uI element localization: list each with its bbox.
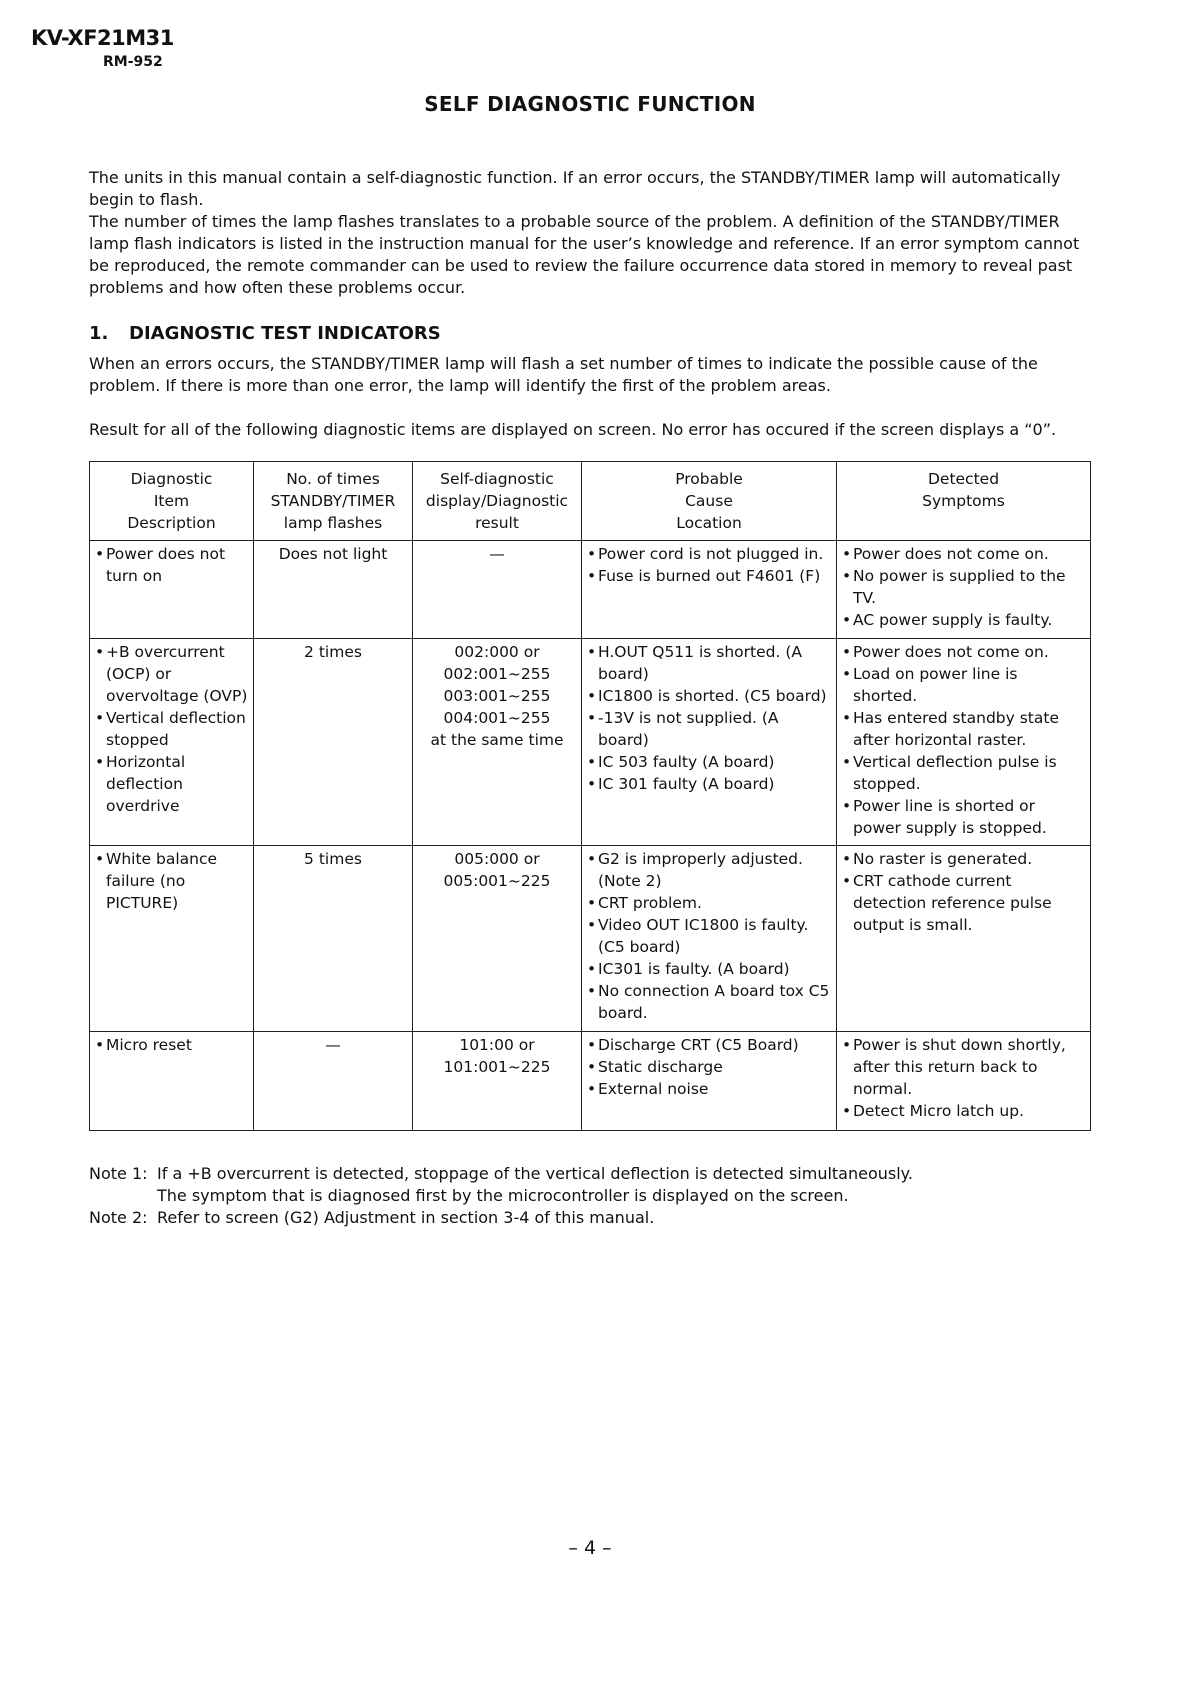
note-label: Note 1: (89, 1164, 148, 1183)
intro-paragraph: The number of times the lamp flashes translates to a probable source of the problem. A definition of the STANDBY/TIMER lamp flash indicators is listed in the instruction manual for the user’s knowledge and reference. If an error symptom cannot be reproduced, the remote commander can be used to review the failure occurrence data stored in memory to reveal past problems and how often these problems occur. (89, 212, 1080, 297)
table-header-row (90, 462, 1091, 541)
remote-model: RM-952 (103, 54, 163, 70)
model-number: KV-XF21M31 (31, 26, 174, 50)
list-item: • IC 301 faulty (A board) (587, 773, 831, 795)
list-item: • Horizontal deflection overdrive (95, 751, 248, 817)
column-header-cause: Probable Cause Location (582, 462, 837, 541)
symptom-cell (837, 639, 1091, 846)
intro-paragraph: The units in this manual contain a self-diagnostic function. If an error occurs, the STANDBY/TIMER lamp will automatically begin to flash. (89, 168, 1061, 209)
table-row (90, 1032, 1091, 1131)
flashes-cell: — (254, 1032, 413, 1131)
cause-cell (582, 846, 837, 1032)
list-item: • External noise (587, 1078, 831, 1100)
list-item: • Discharge CRT (C5 Board) (587, 1034, 831, 1056)
section-text (89, 353, 1089, 397)
table-row (90, 541, 1091, 639)
flashes-cell: Does not light (254, 541, 413, 639)
display-cell (413, 846, 582, 1032)
display-cell (413, 1032, 582, 1131)
display-value: — (489, 545, 505, 563)
section-heading (89, 323, 441, 344)
note-1 (89, 1163, 913, 1207)
display-value: 005:001~225 (443, 872, 551, 890)
cause-cell (582, 541, 837, 639)
symptom-cell (837, 1032, 1091, 1131)
page-number: – 4 – (568, 1537, 612, 1559)
display-value: 003:001~255 (443, 687, 551, 705)
column-header-symptoms: Detected Symptoms (837, 462, 1091, 541)
note-text (157, 1163, 913, 1207)
list-item: • No raster is generated. (842, 848, 1085, 870)
list-item: • AC power supply is faulty. (842, 609, 1085, 631)
column-header-flashes: No. of times STANDBY/TIMER lamp flashes (254, 462, 413, 541)
symptom-cell (837, 541, 1091, 639)
intro-text (89, 167, 1089, 299)
note-2 (89, 1207, 913, 1229)
list-item: • Load on power line is shorted. (842, 663, 1085, 707)
flashes-cell: 2 times (254, 639, 413, 846)
list-item: • IC301 is faulty. (A board) (587, 958, 831, 980)
display-value: 101:001~225 (443, 1058, 551, 1076)
display-value: 002:001~255 (443, 665, 551, 683)
display-value: at the same time (430, 731, 564, 749)
list-item: • White balance failure (no PICTURE) (95, 848, 248, 914)
cause-cell (582, 1032, 837, 1131)
list-item: • Detect Micro latch up. (842, 1100, 1085, 1122)
list-item: • Fuse is burned out F4601 (F) (587, 565, 831, 587)
list-item: • CRT cathode current detection reference pulse output is small. (842, 870, 1085, 936)
item-cell (90, 639, 254, 846)
list-item: • CRT problem. (587, 892, 831, 914)
note-text (157, 1207, 654, 1229)
item-cell (90, 1032, 254, 1131)
column-header-item: Diagnostic Item Description (90, 462, 254, 541)
display-value: 002:000 or (454, 643, 540, 661)
list-item: • Power does not come on. (842, 543, 1085, 565)
notes (89, 1163, 913, 1229)
flashes-cell: 5 times (254, 846, 413, 1032)
list-item: • +B overcurrent (OCP) or overvoltage (OVP) (95, 641, 248, 707)
list-item: • Video OUT IC1800 is faulty. (C5 board) (587, 914, 831, 958)
display-value: 101:00 or (459, 1036, 535, 1054)
list-item: • No power is supplied to the TV. (842, 565, 1085, 609)
list-item: • Power is shut down shortly, after this return back to normal. (842, 1034, 1085, 1100)
diagnostic-table (89, 461, 1091, 1131)
item-cell (90, 541, 254, 639)
note-label: Note 2: (89, 1208, 148, 1227)
symptom-cell (837, 846, 1091, 1032)
list-item: • No connection A board tox C5 board. (587, 980, 831, 1024)
note-line: The symptom that is diagnosed first by the microcontroller is displayed on the screen. (157, 1186, 849, 1205)
list-item: • IC 503 faulty (A board) (587, 751, 831, 773)
list-item: • Vertical deflection stopped (95, 707, 248, 751)
list-item: • Power line is shorted or power supply is stopped. (842, 795, 1085, 839)
table-row (90, 846, 1091, 1032)
list-item: • Micro reset (95, 1034, 248, 1056)
list-item: • Power does not turn on (95, 543, 248, 587)
column-header-display: Self-diagnostic display/Diagnostic result (413, 462, 582, 541)
note-line: If a +B overcurrent is detected, stoppage of the vertical deflection is detected simultaneously. (157, 1164, 913, 1183)
display-value: 004:001~255 (443, 709, 551, 727)
section-number: 1. (89, 323, 109, 344)
list-item: • IC1800 is shorted. (C5 board) (587, 685, 831, 707)
list-item: • G2 is improperly adjusted. (Note 2) (587, 848, 831, 892)
cause-cell (582, 639, 837, 846)
page-title: SELF DIAGNOSTIC FUNCTION (424, 92, 756, 116)
display-cell (413, 541, 582, 639)
result-note: Result for all of the following diagnostic items are displayed on screen. No error has occured if the screen displays a “0”. (89, 420, 1057, 439)
list-item: • Vertical deflection pulse is stopped. (842, 751, 1085, 795)
item-cell (90, 846, 254, 1032)
display-cell (413, 639, 582, 846)
note-line: Refer to screen (G2) Adjustment in section 3-4 of this manual. (157, 1208, 655, 1227)
list-item: • Power does not come on. (842, 641, 1085, 663)
section-paragraph: When an errors occurs, the STANDBY/TIMER lamp will flash a set number of times to indicate the possible cause of the problem. If there is more than one error, the lamp will identify the first of the problem areas. (89, 354, 1038, 395)
list-item: • Has entered standby state after horizontal raster. (842, 707, 1085, 751)
section-title: DIAGNOSTIC TEST INDICATORS (129, 323, 441, 344)
list-item: • Static discharge (587, 1056, 831, 1078)
list-item: • Power cord is not plugged in. (587, 543, 831, 565)
display-value: 005:000 or (454, 850, 540, 868)
list-item: • H.OUT Q511 is shorted. (A board) (587, 641, 831, 685)
table-row (90, 639, 1091, 846)
list-item: • -13V is not supplied. (A board) (587, 707, 831, 751)
